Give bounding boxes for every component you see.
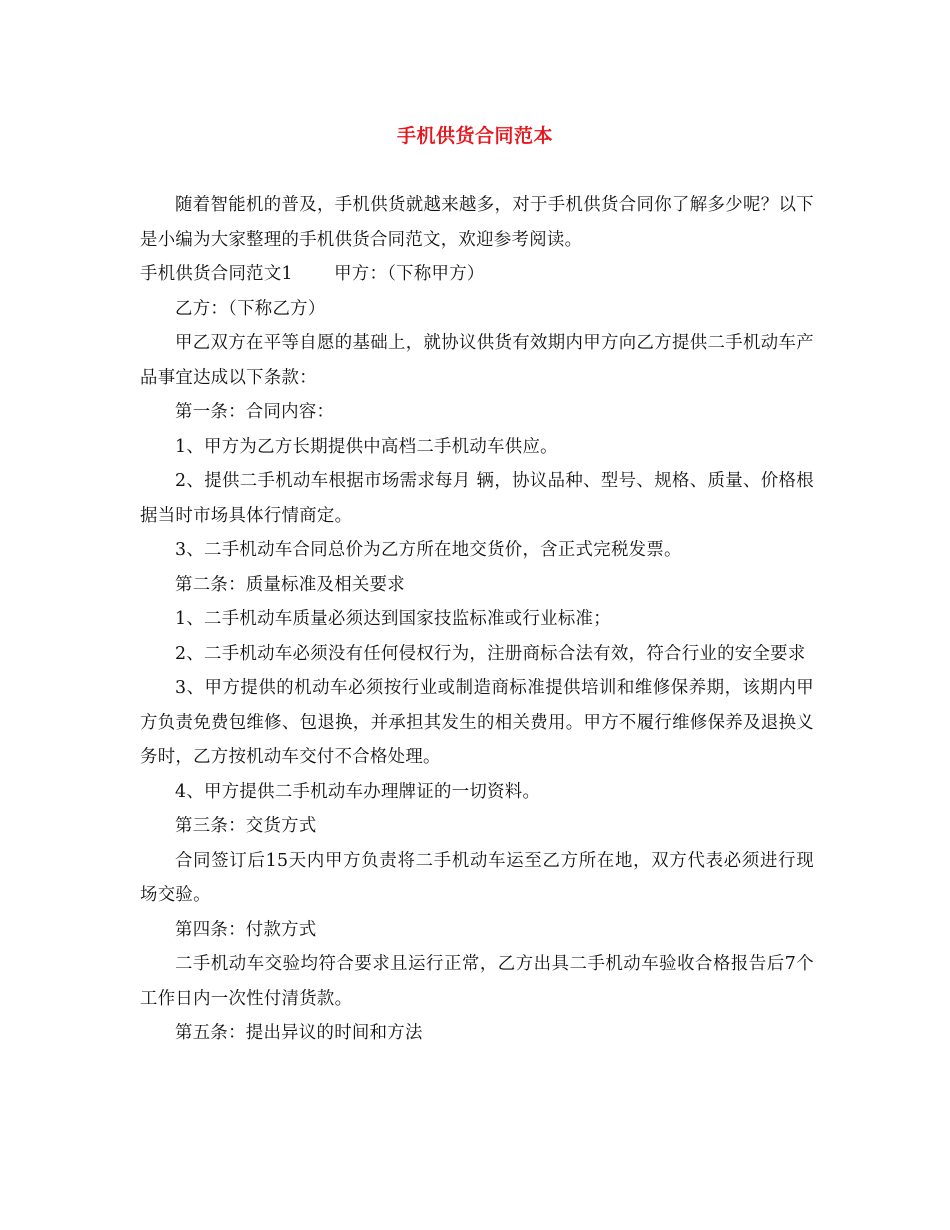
article-2-clause-4: 4、甲方提供二手机动车办理牌证的一切资料。 [175,781,541,802]
article-3-body: 合同签订后15天内甲方负责将二手机动车运至乙方所在地，双方代表必须进行现场交验。 [140,850,814,905]
article-2-clause-1: 1、二手机动车质量必须达到国家技监标准或行业标准； [175,609,611,629]
article-4-heading: 第四条：付款方式 [175,919,317,940]
article-3-heading: 第三条：交货方式 [175,816,317,836]
party-b-line: 乙方：（下称乙方） [175,298,326,319]
article-2-heading: 第二条：质量标准及相关要求 [175,574,405,595]
article-1-clause-3: 3、二手机动车合同总价为乙方所在地交货价，含正式完税发票。 [175,540,682,560]
article-2-clause-3: 3、甲方提供的机动车必须按行业或制造商标准提供培训和维修保养期，该期内甲方负责免费包维修、包退换，并承担其发生的相关费用。甲方不履行维修保养及退换义务时，乙方按机动车交付不合格处理。 [140,678,814,767]
article-5-heading: 第五条：提出异议的时间和方法 [175,1023,423,1043]
article-1-clause-1: 1、甲方为乙方长期提供中高档二手机动车供应。 [175,436,558,457]
intro-paragraph: 随着智能机的普及，手机供货就越来越多，对于手机供货合同你了解多少呢？以下是小编为大家整理的手机供货合同范文，欢迎参考阅读。 [140,195,814,250]
document-body [140,188,814,1051]
article-4-body: 二手机动车交验均符合要求且运行正常，乙方出具二手机动车验收合格报告后7个工作日内一次性付清货款。 [140,954,814,1009]
agreement-preamble: 甲乙双方在平等自愿的基础上，就协议供货有效期内甲方向乙方提供二手机动车产品事宜达成以下条款： [140,333,814,388]
document-title: 手机供货合同范本 [396,125,553,147]
article-1-heading: 第一条：合同内容： [175,402,335,422]
article-2-clause-2: 2、二手机动车必须没有任何侵权行为，注册商标合法有效，符合行业的安全要求 [175,643,806,664]
article-1-clause-2: 2、提供二手机动车根据市场需求每月 辆，协议品种、型号、规格、质量、价格根据当时市场具体行情商定。 [140,471,814,526]
contract-heading-line: 手机供货合同范文1 甲方：（下称甲方） [140,264,485,284]
